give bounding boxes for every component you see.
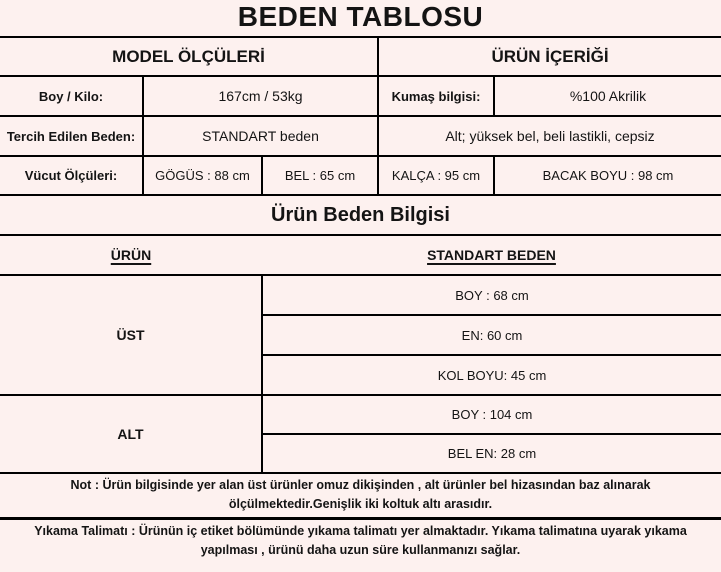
measure-note: Not : Ürün bilgisinde yer alan üst ürünler omuz dikişinden , alt ürünler bel hizasından baz alınarak ölçülmektedir.Genişlik iki koltuk altı arasıdır.: [70, 478, 651, 512]
alt-label: ALT: [117, 426, 144, 442]
standart-beden-col-header: STANDART BEDEN: [427, 247, 556, 263]
kumas-bilgisi-value: %100 Akrilik: [494, 76, 721, 116]
gogus-value: GÖGÜS : 88 cm: [143, 156, 262, 195]
bel-value: BEL : 65 cm: [262, 156, 378, 195]
size-table: [0, 38, 721, 563]
model-header-row: [0, 38, 721, 76]
ust-kol-boyu-value: KOL BOYU: 45 cm: [262, 355, 721, 395]
ust-en-value: EN: 60 cm: [262, 315, 721, 355]
alt-ozellik-value: Alt; yüksek bel, beli lastikli, cepsiz: [378, 116, 721, 156]
alt-boy-row: [0, 395, 721, 434]
alt-bel-en-value: BEL EN: 28 cm: [262, 434, 721, 473]
kumas-bilgisi-label: Kumaş bilgisi:: [378, 76, 494, 116]
ust-boy-value: BOY : 68 cm: [262, 275, 721, 315]
urun-beden-bilgisi-row: [0, 195, 721, 235]
alt-boy-value: BOY : 104 cm: [262, 395, 721, 434]
vucut-olculeri-label: Vücut Ölçüleri:: [24, 168, 118, 183]
vucut-olculeri-row: [0, 156, 721, 195]
boy-kilo-row: [0, 76, 721, 116]
tercih-beden-label: Tercih Edilen Beden:: [6, 128, 136, 144]
wash-note: Yıkama Talimatı : Ürünün iç etiket bölümünde yıkama talimatı yer almaktadır. Yıkama talimatına uyarak yıkama yapılması , ürünü daha uzun süre kullanmanızı sağlar.: [34, 523, 687, 558]
urun-icerigi-header: ÜRÜN İÇERİĞİ: [378, 38, 721, 76]
section-title: Ürün Beden Bilgisi: [271, 203, 450, 226]
wash-note-row: [0, 518, 721, 562]
page-title: BEDEN TABLOSU: [0, 0, 721, 38]
urun-col-header: ÜRÜN: [110, 247, 152, 263]
tercih-beden-value: STANDART beden: [143, 116, 378, 156]
ust-boy-row: [0, 275, 721, 315]
bacak-boyu-value: BACAK BOYU : 98 cm: [494, 156, 721, 195]
measure-note-row: [0, 473, 721, 518]
ust-label: ÜST: [116, 327, 145, 343]
product-size-header-row: [0, 235, 721, 275]
boy-kilo-value: 167cm / 53kg: [143, 76, 378, 116]
model-olculeri-header: MODEL ÖLÇÜLERİ: [112, 46, 265, 66]
boy-kilo-label: Boy / Kilo:: [38, 88, 104, 104]
tercih-beden-row: [0, 116, 721, 156]
kalca-value: KALÇA : 95 cm: [378, 156, 494, 195]
